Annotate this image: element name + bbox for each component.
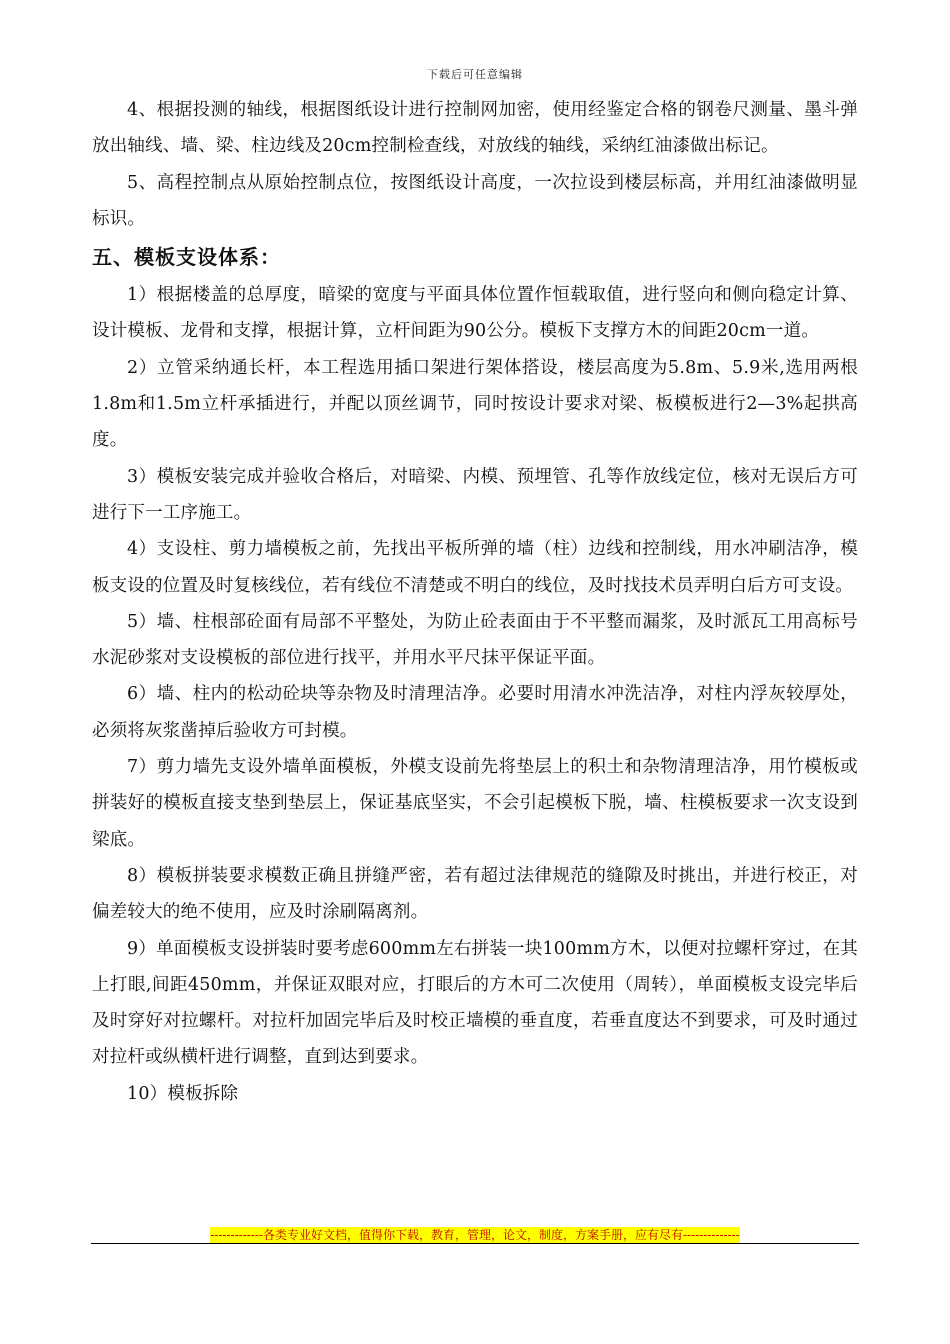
paragraph-item-7: 7）剪力墙先支设外墙单面模板，外模支设前先将垫层上的积土和杂物清理洁净，用竹模板或拼装好的模板直接支垫到垫层上，保证基底坚实，不会引起模板下脱，墙、柱模板要求一次支设到梁底。	[92, 757, 858, 850]
paragraph-item-2: 2）立管采纳通长杆，本工程选用插口架进行架体搭设，楼层高度为5.8m、5.9米,选用两根1.8m和1.5m立杆承插进行，并配以顶丝调节，同时按设计要求对梁、板模板进行2—3%起拱高度。	[92, 357, 858, 451]
document-body	[92, 92, 858, 1112]
paragraph-intro-4: 4、根据投测的轴线，根据图纸设计进行控制网加密，使用经鉴定合格的钢卷尺测量、墨斗弹放出轴线、墙、梁、柱边线及20cm控制检查线，对放线的轴线，采纳红油漆做出标记。	[92, 100, 858, 157]
paragraph-intro-5: 5、高程控制点从原始控制点位，按图纸设计高度，一次拉设到楼层标高，并用红油漆做明显标识。	[92, 172, 858, 229]
paragraph-item-5: 5）墙、柱根部砼面有局部不平整处，为防止砼表面由于不平整而漏浆，及时派瓦工用高标号水泥砂浆对支设模板的部位进行找平，并用水平尺抹平保证平面。	[92, 611, 858, 669]
header-note: 下载后可任意编辑	[427, 68, 523, 81]
paragraph-item-6: 6）墙、柱内的松动砼块等杂物及时清理洁净。必要时用清水冲洗洁净，对柱内浮灰较厚处，必须将灰浆凿掉后验收方可封模。	[92, 684, 858, 741]
paragraph-item-4: 4）支设柱、剪力墙模板之前，先找出平板所弹的墙（柱）边线和控制线，用水冲刷洁净，模板支设的位置及时复核线位，若有线位不清楚或不明白的线位，及时找技术员弄明白后方可支设。	[92, 539, 858, 596]
footer-banner-text: -------------各类专业好文档，值得你下载，教育，管理，论文，制度，方案手册，应有尽有--------------	[210, 1228, 740, 1242]
paragraph-item-9: 9）单面模板支设拼装时要考虑600mm左右拼装一块100mm方木，以便对拉螺杆穿过，在其上打眼,间距450mm，并保证双眼对应，打眼后的方木可二次使用（周转），单面模板支设完毕后及时穿好对拉螺杆。对拉杆加固完毕后及时校正墙模的垂直度，若垂直度达不到要求，可及时通过对拉杆或纵横杆进行调整，直到达到要求。	[92, 938, 858, 1068]
paragraph-item-8: 8）模板拼装要求模数正确且拼缝严密，若有超过法律规范的缝隙及时挑出，并进行校正，对偏差较大的绝不使用，应及时涂刷隔离剂。	[92, 865, 858, 923]
footer-banner	[0, 1226, 950, 1243]
footer-divider	[91, 1243, 859, 1244]
paragraph-item-3: 3）模板安装完成并验收合格后，对暗梁、内模、预埋管、孔等作放线定位，核对无误后方可进行下一工序施工。	[92, 466, 858, 523]
paragraph-item-1: 1）根据楼盖的总厚度，暗梁的宽度与平面具体位置作恒载取值，进行竖向和侧向稳定计算、设计模板、龙骨和支撑，根据计算，立杆间距为90公分。模板下支撑方木的间距20cm一道。	[92, 285, 858, 342]
section-heading: 五、模板支设体系：	[92, 245, 281, 270]
paragraph-item-10: 10）模板拆除	[127, 1083, 239, 1104]
